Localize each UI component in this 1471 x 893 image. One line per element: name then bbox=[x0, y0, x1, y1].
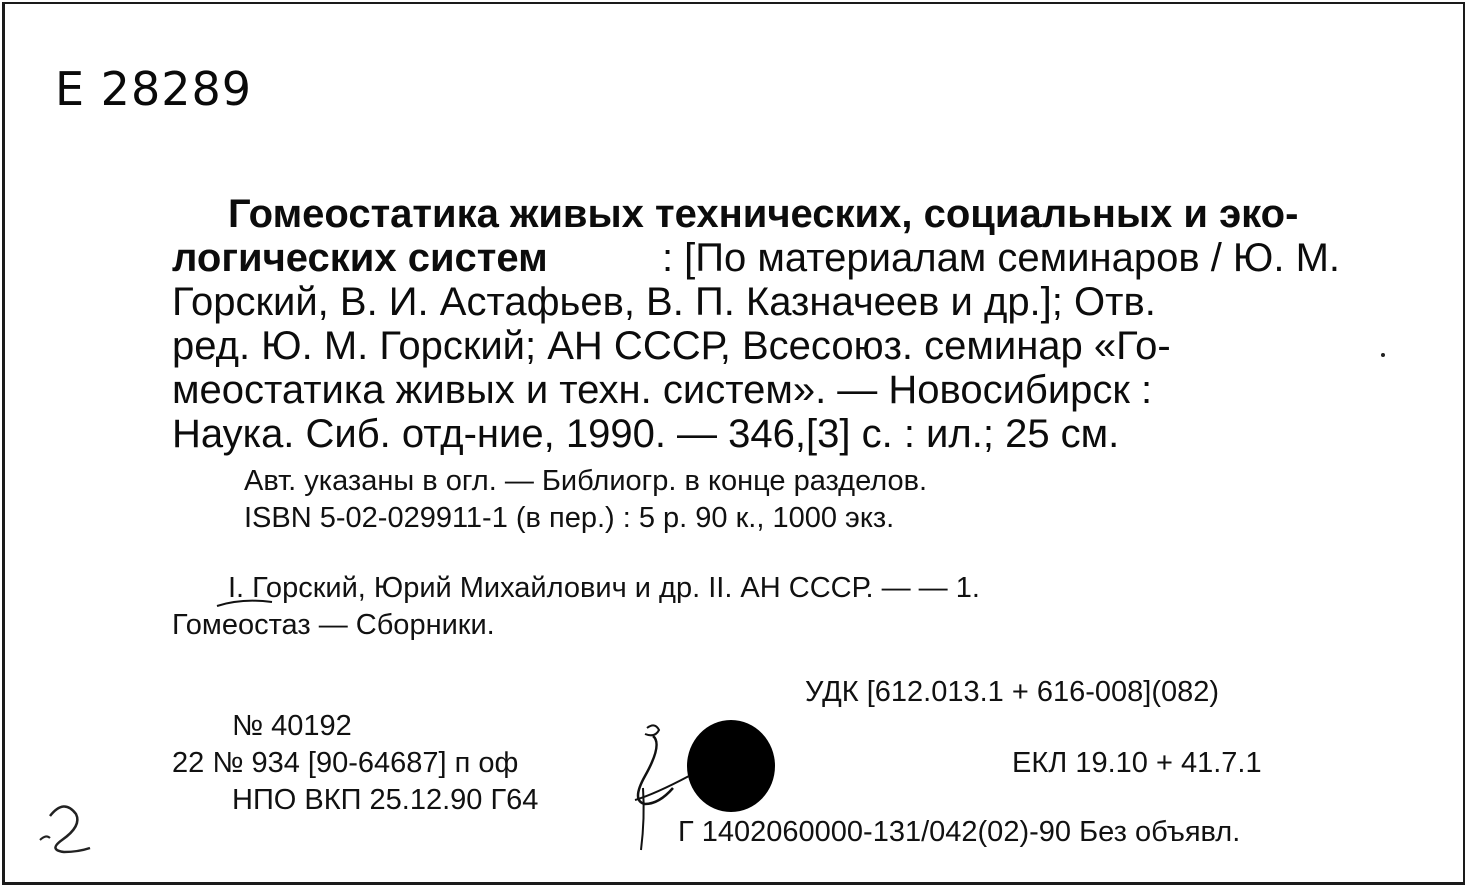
ekl-code: ЕКЛ 19.10 + 41.7.1 bbox=[1012, 747, 1262, 779]
title-bold-2: логических систем bbox=[172, 236, 548, 280]
g-code-line: Г 1402060000-131/042(02)-90 Без объявл. bbox=[678, 816, 1241, 848]
npo-line: НПО ВКП 25.12.90 Г64 bbox=[232, 784, 539, 816]
title-line-2 bbox=[172, 236, 1340, 281]
tracing-line-1: I. Горский, Юрий Михайлович и др. II. АН СССР. — — 1. bbox=[228, 572, 980, 604]
description-line-5: меостатика живых и техн. систем». — Новосибирск : bbox=[172, 368, 1153, 412]
handwritten-mark bbox=[30, 800, 100, 860]
title-bold-1: Гомеостатика живых технических, социальных и эко- bbox=[228, 192, 1299, 236]
isbn-line: ISBN 5-02-029911-1 (в пер.) : 5 р. 90 к., 1000 экз. bbox=[244, 502, 895, 534]
title-line-1 bbox=[228, 192, 1338, 237]
underline-mark bbox=[215, 596, 275, 610]
title-rest-2: : [По материалам семинаров / Ю. М. bbox=[661, 236, 1340, 280]
description-line-6: Наука. Сиб. отд-ние, 1990. — 346,[3] с. : ил.; 25 см. bbox=[172, 412, 1120, 456]
tracing-line-2: Гомеостаз — Сборники. bbox=[172, 609, 495, 641]
description-line-4: ред. Ю. М. Горский; АН СССР, Всесоюз. семинар «Го- bbox=[172, 324, 1171, 368]
order-line: 22 № 934 [90-64687] п оф bbox=[172, 747, 519, 779]
speck-dot bbox=[1380, 352, 1386, 358]
call-number: Е 28289 bbox=[55, 62, 253, 116]
notes-line-1: Авт. указаны в огл. — Библиогр. в конце разделов. bbox=[244, 465, 928, 497]
description-line-3: Горский, В. И. Астафьев, В. П. Казначеев и др.]; Отв. bbox=[172, 280, 1156, 324]
udc-code: УДК [612.013.1 + 616-008](082) bbox=[805, 676, 1220, 708]
pen-scribble bbox=[605, 718, 705, 868]
order-number: № 40192 bbox=[232, 710, 352, 742]
